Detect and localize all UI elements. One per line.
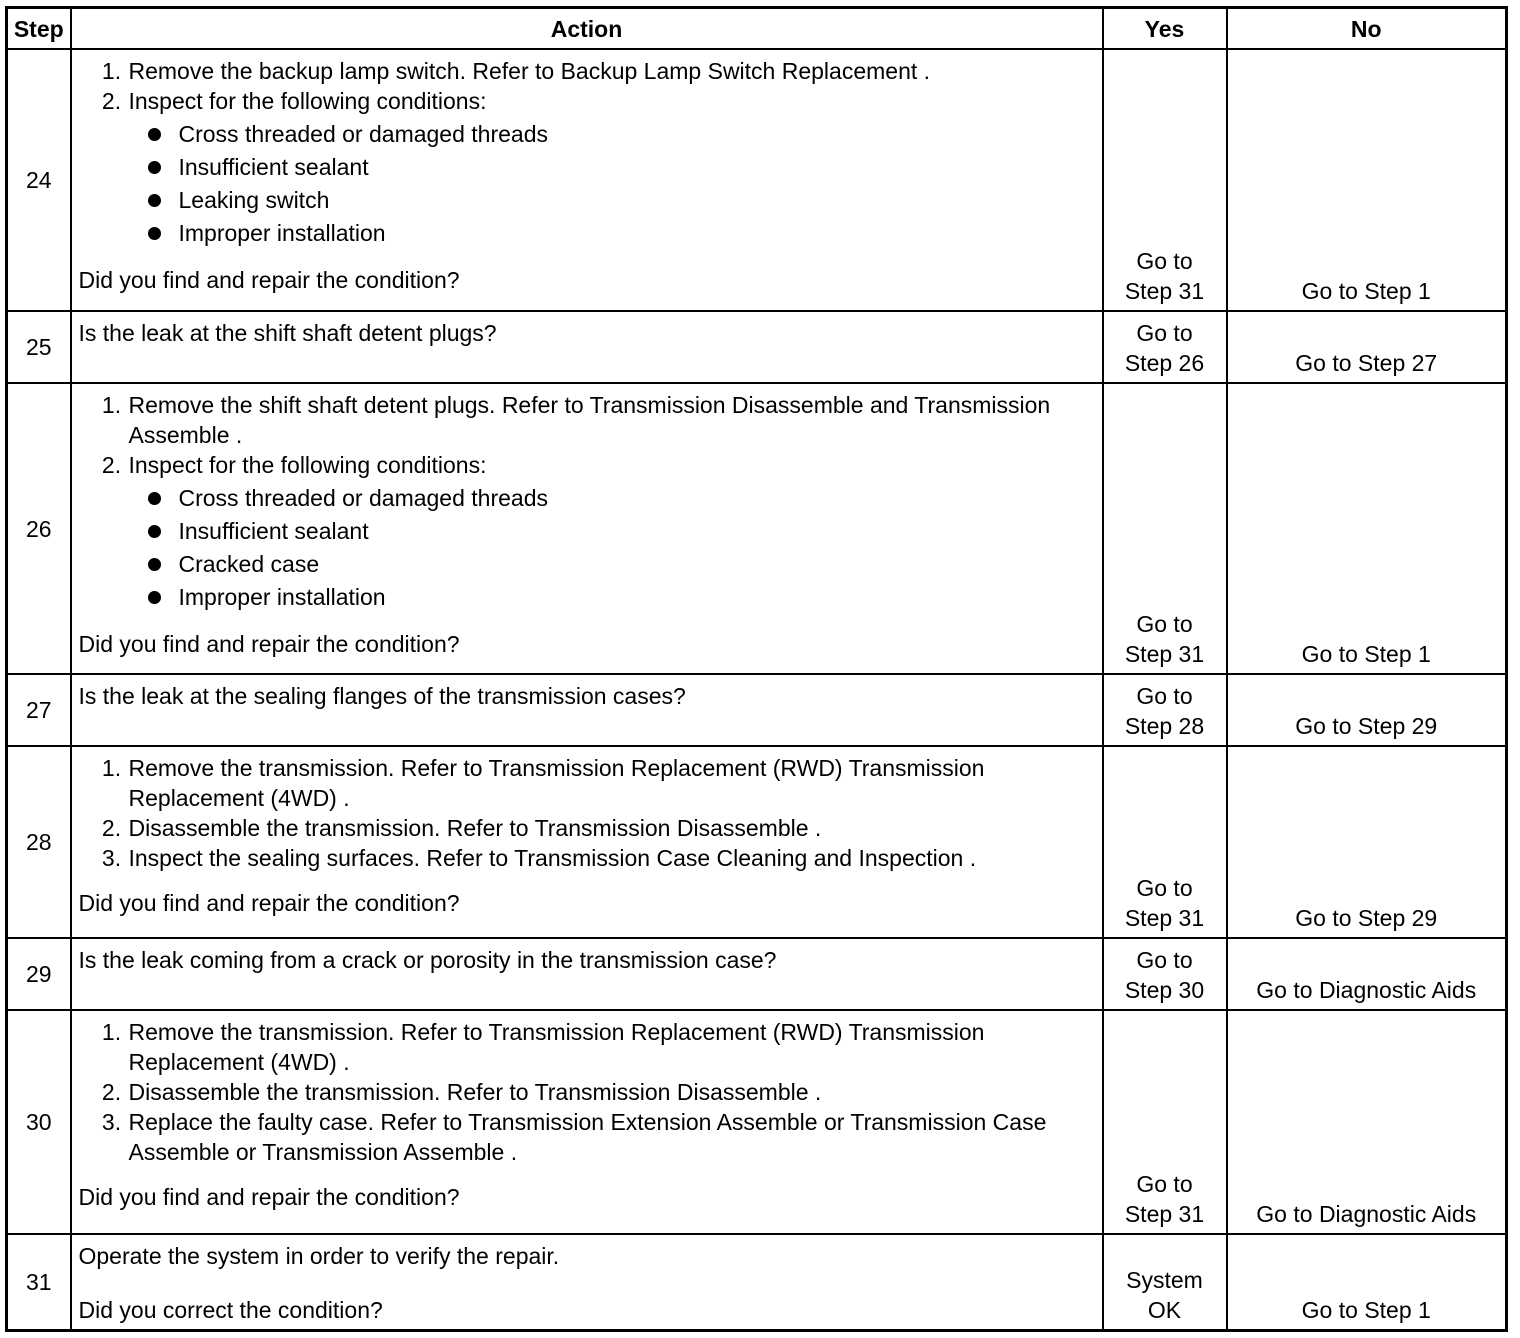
condition-item: Improper installation <box>179 581 1096 614</box>
action-step: 2. Inspect for the following conditions: Cross threaded or damaged threads Insufficient sealant Leaking switch Improper installation <box>128 86 1096 250</box>
no-cell: Go to Step 29 <box>1227 746 1507 938</box>
yes-cell: Go to Step 31 <box>1103 746 1227 938</box>
intro-text: Operate the system in order to verify the repair. <box>78 1243 560 1269</box>
action-cell <box>71 1234 1103 1330</box>
yes-cell: Go to Step 31 <box>1103 49 1227 311</box>
action-step: 3. Inspect the sealing surfaces. Refer to Transmission Case Cleaning and Inspection . <box>128 843 1096 873</box>
table-row <box>7 1234 1507 1330</box>
question: Did you find and repair the condition? <box>78 631 460 657</box>
action-step: 2. Disassemble the transmission. Refer to Transmission Disassemble . <box>128 1077 1096 1107</box>
condition-item: Cross threaded or damaged threads <box>179 482 1096 515</box>
question: Is the leak coming from a crack or porosity in the transmission case? <box>78 947 777 973</box>
no-cell: Go to Step 27 <box>1227 311 1507 383</box>
action-cell <box>71 674 1103 746</box>
header-step: Step <box>7 8 71 50</box>
action-steps <box>79 56 1096 250</box>
header-row <box>7 8 1507 50</box>
action-step: 1. Remove the shift shaft detent plugs. Refer to Transmission Disassemble and Transmission Assemble . <box>128 390 1096 450</box>
no-cell: Go to Step 1 <box>1227 1234 1507 1330</box>
question: Did you find and repair the condition? <box>78 890 460 916</box>
diagnostic-table <box>5 6 1508 1332</box>
step-number: 30 <box>7 1010 71 1234</box>
table-row <box>7 1010 1507 1234</box>
table-row <box>7 674 1507 746</box>
condition-item: Insufficient sealant <box>179 515 1096 548</box>
yes-cell: System OK <box>1103 1234 1227 1330</box>
table-row <box>7 311 1507 383</box>
action-step: 2. Inspect for the following conditions: Cross threaded or damaged threads Insufficient sealant Cracked case Improper installation <box>128 450 1096 614</box>
action-steps <box>79 753 1096 873</box>
step-number: 31 <box>7 1234 71 1330</box>
step-number: 25 <box>7 311 71 383</box>
question: Did you correct the condition? <box>78 1297 383 1323</box>
condition-list <box>129 482 1096 614</box>
step-number: 24 <box>7 49 71 311</box>
table-row <box>7 746 1507 938</box>
action-steps <box>79 1017 1096 1167</box>
condition-item: Insufficient sealant <box>179 151 1096 184</box>
header-no: No <box>1227 8 1507 50</box>
no-cell: Go to Step 1 <box>1227 49 1507 311</box>
yes-cell: Go to Step 28 <box>1103 674 1227 746</box>
table-row <box>7 938 1507 1010</box>
action-cell <box>71 746 1103 938</box>
yes-cell: Go to Step 30 <box>1103 938 1227 1010</box>
condition-item: Cross threaded or damaged threads <box>179 118 1096 151</box>
action-cell <box>71 938 1103 1010</box>
action-step: 1. Remove the transmission. Refer to Transmission Replacement (RWD) Transmission Replacement (4WD) . <box>128 1017 1096 1077</box>
action-cell <box>71 383 1103 674</box>
no-cell: Go to Diagnostic Aids <box>1227 1010 1507 1234</box>
action-step: 1. Remove the transmission. Refer to Transmission Replacement (RWD) Transmission Replacement (4WD) . <box>128 753 1096 813</box>
yes-cell: Go to Step 26 <box>1103 311 1227 383</box>
step-number: 27 <box>7 674 71 746</box>
action-cell <box>71 49 1103 311</box>
question: Did you find and repair the condition? <box>78 1184 460 1210</box>
condition-list <box>129 118 1096 250</box>
action-step: 2. Disassemble the transmission. Refer to Transmission Disassemble . <box>128 813 1096 843</box>
condition-item: Cracked case <box>179 548 1096 581</box>
no-cell: Go to Step 29 <box>1227 674 1507 746</box>
action-steps <box>79 390 1096 614</box>
header-action: Action <box>71 8 1103 50</box>
action-step: 1. Remove the backup lamp switch. Refer to Backup Lamp Switch Replacement . <box>128 56 1096 86</box>
condition-item: Leaking switch <box>179 184 1096 217</box>
step-number: 28 <box>7 746 71 938</box>
action-cell <box>71 311 1103 383</box>
question: Is the leak at the shift shaft detent plugs? <box>78 320 497 346</box>
condition-item: Improper installation <box>179 217 1096 250</box>
no-cell: Go to Diagnostic Aids <box>1227 938 1507 1010</box>
header-yes: Yes <box>1103 8 1227 50</box>
table-row <box>7 49 1507 311</box>
action-cell <box>71 1010 1103 1234</box>
question: Did you find and repair the condition? <box>78 267 460 293</box>
action-step: 3. Replace the faulty case. Refer to Transmission Extension Assemble or Transmission Case Assemble or Transmission Assemble . <box>128 1107 1096 1167</box>
step-number: 29 <box>7 938 71 1010</box>
table-row <box>7 383 1507 674</box>
step-number: 26 <box>7 383 71 674</box>
yes-cell: Go to Step 31 <box>1103 1010 1227 1234</box>
no-cell: Go to Step 1 <box>1227 383 1507 674</box>
question: Is the leak at the sealing flanges of the transmission cases? <box>78 683 686 709</box>
yes-cell: Go to Step 31 <box>1103 383 1227 674</box>
